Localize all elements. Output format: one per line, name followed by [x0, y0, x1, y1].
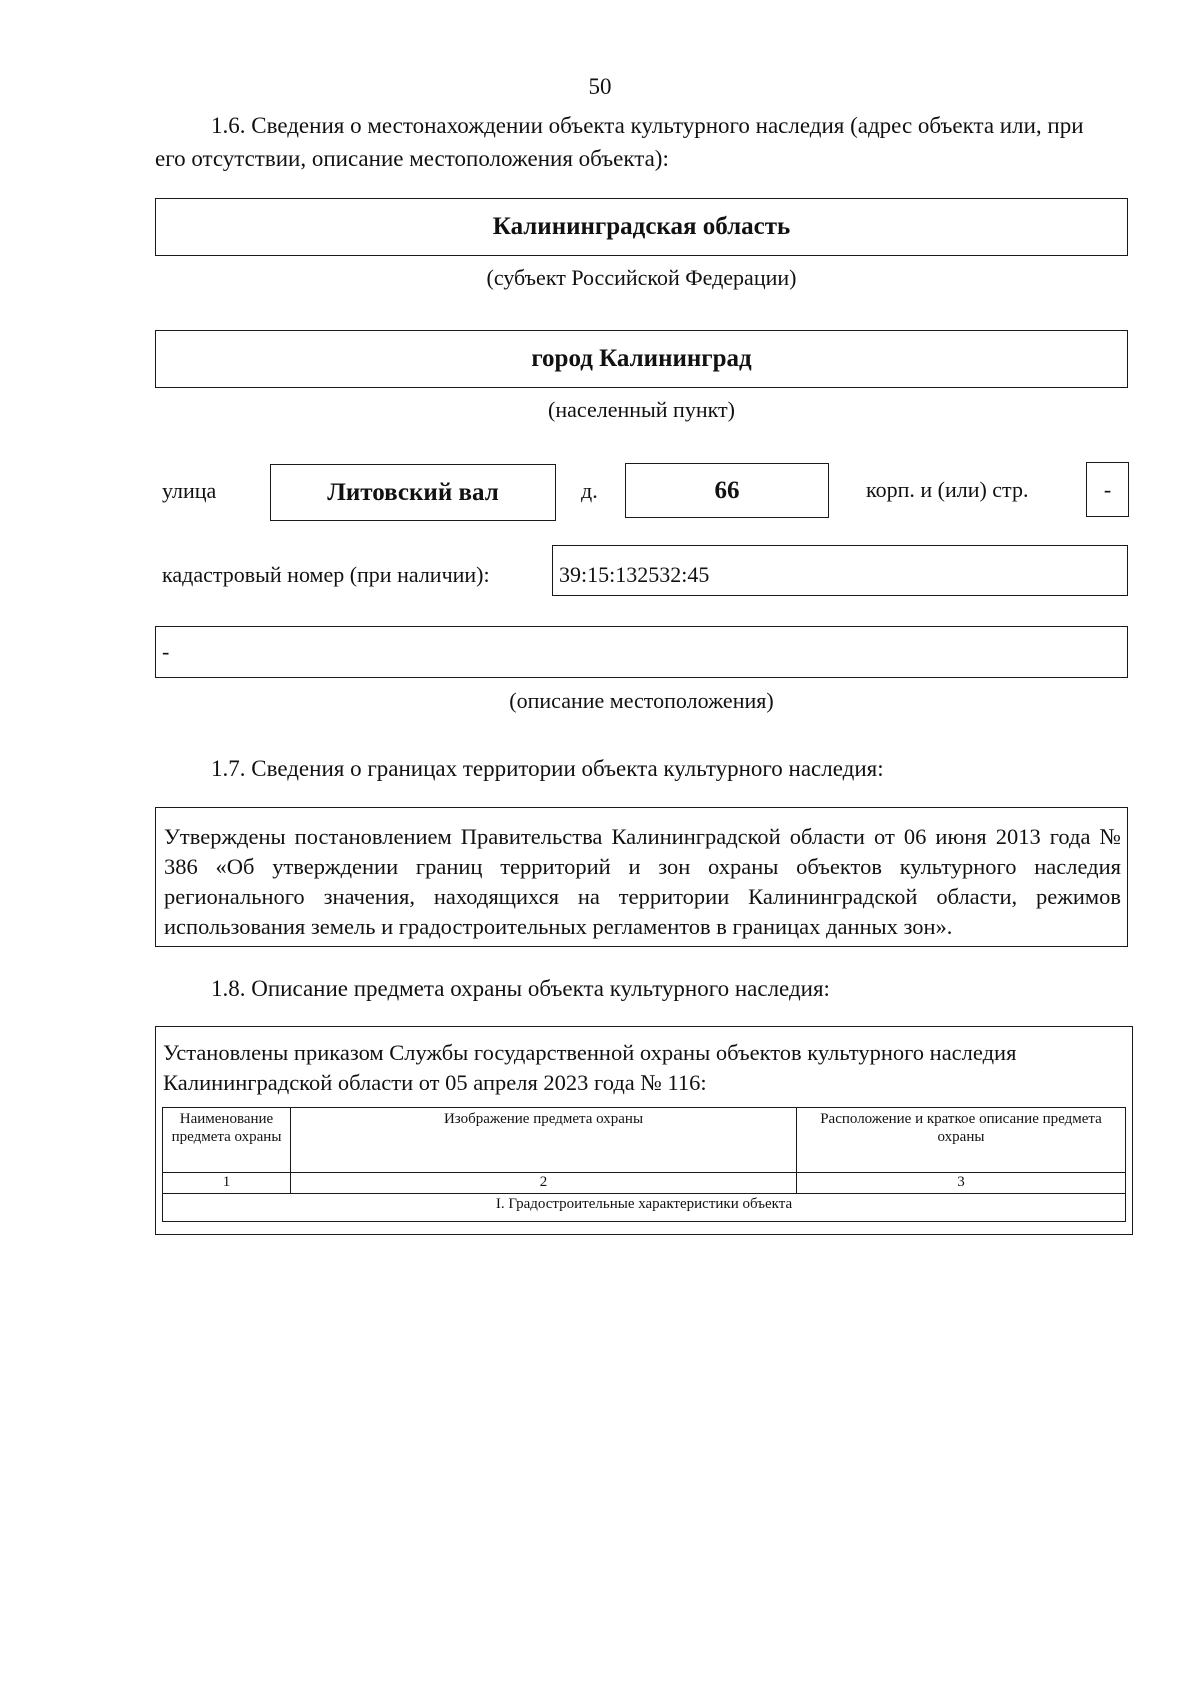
table-header-row — [163, 1108, 1126, 1173]
location-field: - — [155, 626, 1128, 678]
location-caption: (описание местоположения) — [509, 688, 774, 713]
protection-text-line2: Калининградской области от 05 апреля 2023 года № 116: — [163, 1070, 707, 1095]
page-number: 50 — [588, 74, 612, 99]
section-1-6-heading-line1: 1.6. Сведения о местонахождении объекта культурного наследия (адрес объекта или, при — [211, 113, 1084, 138]
table-header-description: Расположение и краткое описание предмета охраны — [797, 1108, 1126, 1173]
table-section-row — [163, 1194, 1126, 1222]
region-caption: (субъект Российской Федерации) — [486, 265, 797, 290]
table-number-row — [163, 1173, 1126, 1194]
settlement-caption: (населенный пункт) — [548, 397, 735, 422]
cadastral-field: 39:15:132532:45 — [552, 545, 1128, 596]
table-col-number-3: 3 — [797, 1173, 1126, 1194]
section-1-7-heading: 1.7. Сведения о границах территории объекта культурного наследия: — [211, 756, 884, 781]
street-label: улица — [162, 478, 217, 503]
region-field: Калининградская область — [155, 198, 1128, 256]
protection-subject-table — [162, 1107, 1126, 1222]
table-section-title: I. Градостроительные характеристики объекта — [163, 1194, 1126, 1222]
building-field: - — [1086, 462, 1129, 517]
table-header-name: Наименование предмета охраны — [163, 1108, 291, 1173]
house-field: 66 — [625, 463, 829, 518]
street-field: Литовский вал — [270, 464, 556, 521]
protection-text-line1: Установлены приказом Службы государственной охраны объектов культурного наследия — [163, 1040, 1017, 1065]
table-col-number-2: 2 — [291, 1173, 797, 1194]
building-label: корп. и (или) стр. — [866, 477, 1029, 502]
settlement-field: город Калининград — [155, 330, 1128, 388]
cadastral-label: кадастровый номер (при наличии): — [162, 562, 490, 587]
house-label: д. — [581, 478, 598, 503]
table-col-number-1: 1 — [163, 1173, 291, 1194]
table-header-image: Изображение предмета охраны — [291, 1108, 797, 1173]
section-1-6-heading-line2: его отсутствии, описание местоположения объекта): — [155, 146, 669, 171]
section-1-8-heading: 1.8. Описание предмета охраны объекта культурного наследия: — [211, 976, 830, 1001]
boundaries-text-box: Утверждены постановлением Правительства Калининградской области от 06 июня 2013 года № 386 «Об утверждении границ территорий и зон охраны объектов культурного наследия регионального значения, находящихся на территории Калининградской области, режимов использования земель и градостроительных регламентов в границах данных зон». — [155, 807, 1128, 947]
